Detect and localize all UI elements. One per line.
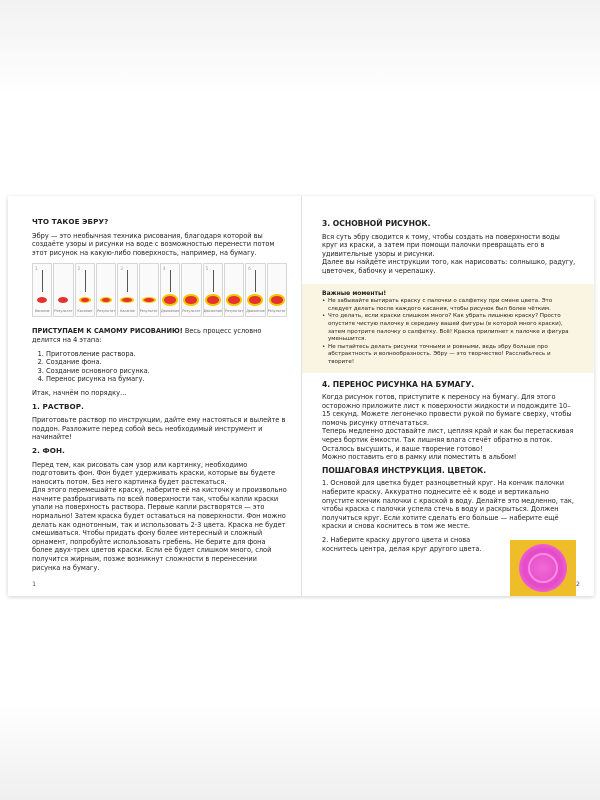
solution-paragraph: Приготовьте раствор по инструкции, дайте ему настояться и вылейте в поддон. Разложите перед собой весь необходимый инструмент и начинайте! bbox=[32, 416, 286, 442]
transfer-paragraph-3: Можно поставить его в рамку или поместить в альбом! bbox=[322, 453, 517, 462]
step-cell bbox=[224, 263, 244, 317]
tips-box bbox=[302, 284, 594, 373]
step-caption: Движение bbox=[203, 308, 223, 313]
paint-drop-icon bbox=[182, 290, 200, 306]
tip-item: • Что делать, если краски слишком много? Как убрать лишнюю краску? Просто опустите чистую палочку в середину вашей фигуры (в которой много краски), затем протрите палочку о салфетку. Всё! Краска прилипнет к палочке и фигура уменьшится. bbox=[322, 313, 576, 343]
step-cell bbox=[267, 263, 287, 317]
step-caption: Касание bbox=[120, 308, 135, 313]
step-cell bbox=[96, 263, 116, 317]
right-page bbox=[302, 196, 594, 596]
stylus-stick bbox=[85, 270, 86, 292]
background-paragraph-2: Для этого перемешайте краску, наберите её на кисточку и произвольно начните разбрызгивать по всей поверхности так, чтобы капли краски упали на поверхность раствора. Первые капли растворятся — это нормально! Затем краска будет оставаться на поверхности. Фон можно делать как однотонным, так и использовать 2-3 цвета. Краска не будет смешиваться. Чтобы придать фону более интересный и сложный орнамент, попробуйте использовать гребень. Не берите для фона более двух-трех цветов краски. Если её будет слишком много, слой получится жирным, позже возникнут сложности в перенесении рисунка на бумагу. bbox=[32, 486, 287, 572]
stage-item: 1. Приготовление раствора. bbox=[46, 350, 287, 359]
stage-item: 4. Перенос рисунка на бумагу. bbox=[46, 375, 287, 384]
step-caption: Результат bbox=[54, 308, 73, 313]
step-number: 5 bbox=[205, 266, 209, 272]
step-number: 6 bbox=[248, 266, 251, 272]
step-number: 4 bbox=[162, 266, 166, 272]
paint-drop-icon bbox=[76, 290, 94, 306]
step-caption: Касание bbox=[34, 308, 50, 313]
section-title-flower-instructions: ПОШАГОВАЯ ИНСТРУКЦИЯ. ЦВЕТОК. bbox=[322, 465, 487, 475]
paint-drop-icon bbox=[97, 290, 115, 306]
flower-step-1: 1. Основой для цветка будет разноцветный круг. На кончик палочки наберите краску. Аккуратно поднесите её к воде и вертикально опустите кончик палочки с краской в воду. Делайте это медленно, так, чтобы краска с палочки успела стечь в воду и раскрыться. Должен получиться круг. Если хотите сделать его больше — наберите ещё краски и снова коснитесь в том же месте. bbox=[322, 479, 574, 531]
step-caption: Результат bbox=[182, 308, 201, 313]
stage-item: 2. Создание фона. bbox=[46, 358, 287, 367]
technique-steps-illustration bbox=[32, 263, 287, 317]
flower-circle-image bbox=[510, 540, 576, 596]
background-paragraph-1: Перед тем, как рисовать сам узор или картинку, необходимо подготовить фон. Фон будет удерживать краски, которые вы будете наносить потом. Без него картинка будет растекаться. bbox=[32, 460, 276, 486]
step-cell bbox=[160, 263, 180, 317]
step-caption: Касание bbox=[77, 308, 93, 313]
left-page-content bbox=[32, 218, 287, 577]
step-cell bbox=[32, 263, 52, 317]
step-number: 2 bbox=[77, 266, 81, 272]
step-cell bbox=[203, 263, 223, 317]
paint-drop-icon bbox=[225, 290, 243, 306]
step-caption: Результат bbox=[97, 308, 116, 313]
stylus-stick bbox=[127, 270, 128, 292]
paint-drop-icon bbox=[33, 290, 51, 306]
paint-drop-icon bbox=[204, 290, 222, 306]
section-title-solution: 1. РАСТВОР. bbox=[32, 401, 84, 411]
flower-step-2-row bbox=[322, 536, 576, 596]
flower-step-2: 2. Наберите краску другого цвета и снова коснитесь центра, делая круг другого цвета. bbox=[322, 536, 482, 553]
section-title-main-drawing: 3. ОСНОВНОЙ РИСУНОК. bbox=[322, 219, 431, 228]
step-cell bbox=[181, 263, 201, 317]
start-text: Весь процесс условно делится на 4 этапа: bbox=[32, 327, 262, 344]
start-paragraph bbox=[32, 327, 287, 344]
step-number: 1 bbox=[35, 266, 38, 272]
step-cell bbox=[117, 263, 137, 317]
stages-list bbox=[32, 350, 287, 384]
tip-item: • Не забывайте вытирать краску с палочки о салфетку при смене цвета. Это следует делать после каждого касания, чтобы рисунок был более чётким. bbox=[322, 298, 576, 313]
step-cell bbox=[53, 263, 73, 317]
paint-drop-icon bbox=[118, 290, 136, 306]
paint-inner-ring bbox=[528, 553, 558, 583]
tips-title: Важные моменты! bbox=[322, 289, 387, 297]
step-cell bbox=[75, 263, 95, 317]
start-heading: ПРИСТУПАЕМ К САМОМУ РИСОВАНИЮ! bbox=[32, 327, 183, 336]
step-number: 3 bbox=[120, 266, 123, 272]
right-page-content bbox=[322, 220, 576, 596]
stylus-stick bbox=[255, 270, 256, 292]
page-number: 2 bbox=[575, 580, 580, 588]
paint-drop-icon bbox=[54, 290, 72, 306]
tip-item: • Не пытайтесь делать рисунки точными и ровными, ведь эбру больше про абстрактность и волнообразность. Эбру — это творчество! Расслабьтесь и творите! bbox=[322, 344, 576, 367]
left-page bbox=[8, 196, 302, 596]
step-caption: Результат bbox=[225, 308, 244, 313]
section-title-what-is-ebru: ЧТО ТАКОЕ ЭБРУ? bbox=[32, 217, 109, 226]
main-drawing-paragraph-1: Вся суть эбру сводится к тому, чтобы создать на поверхности воды круг из краски, а затем при помощи палочки превращать его в удивительные узоры и рисунки. bbox=[322, 232, 560, 258]
page-number: 1 bbox=[32, 580, 37, 588]
step-caption: Результат bbox=[139, 308, 158, 313]
transfer-paragraph-2: Теперь медленно доставайте лист, цепляя край и как бы перетаскивая через бортик ёмкости. Так лишняя влага стечёт обратно в поток. Осталось высушить, и ваше творение готово! bbox=[322, 427, 574, 453]
stage-item: 3. Создание основного рисунка. bbox=[46, 367, 287, 376]
order-text: Итак, начнём по порядку… bbox=[32, 388, 127, 397]
paint-drop-icon bbox=[246, 290, 264, 306]
intro-paragraph: Эбру — это необычная техника рисования, благодаря которой вы создаёте узоры и рисунки на воде с возможностью перенести потом этот рисунок на какую-либо поверхность, например, на бумагу. bbox=[32, 231, 275, 257]
paint-drop-icon bbox=[140, 290, 158, 306]
step-caption: Движение bbox=[246, 308, 265, 313]
stylus-stick bbox=[170, 270, 171, 292]
paint-drop-icon bbox=[161, 290, 179, 306]
step-caption: Движение bbox=[160, 308, 180, 313]
stylus-stick bbox=[213, 270, 214, 292]
main-drawing-paragraph-2: Далее вы найдёте инструкции того, как нарисовать: солнышко, радугу, цветочек, бабочку и черепашку. bbox=[322, 258, 576, 275]
section-title-background: 2. ФОН. bbox=[32, 445, 65, 455]
step-cell bbox=[139, 263, 159, 317]
step-caption: Результат bbox=[267, 308, 286, 313]
step-cell bbox=[245, 263, 265, 317]
booklet-spread bbox=[8, 196, 594, 596]
stylus-stick bbox=[42, 270, 43, 292]
transfer-paragraph-1: Когда рисунок готов, приступите к переносу на бумагу. Для этого осторожно приложите лист к поверхности жидкости и подождите 10–15 секунд. Можете легонечко провести рукой по бумаге сверху, чтобы помочь рисунку отпечататься. bbox=[322, 393, 572, 427]
paint-drop-icon bbox=[268, 290, 286, 306]
section-title-transfer: 4. ПЕРЕНОС РИСУНКА НА БУМАГУ. bbox=[322, 379, 475, 389]
